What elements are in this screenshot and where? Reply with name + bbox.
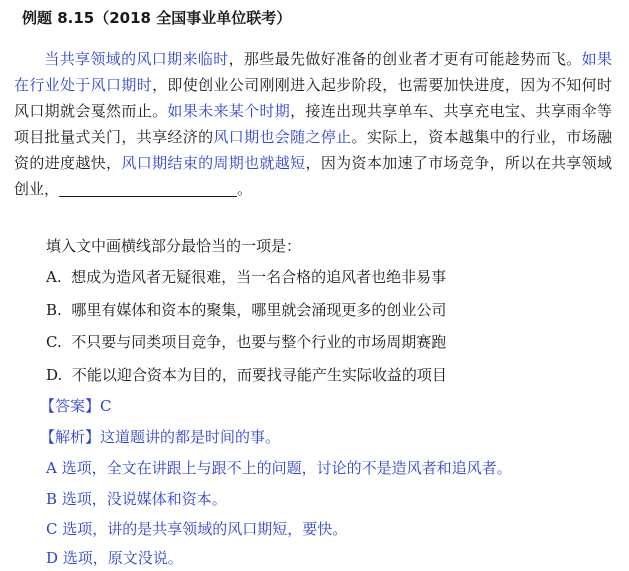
question-stem: 填入文中画横线部分最恰当的一项是： <box>46 237 302 255</box>
answer-line <box>40 394 112 418</box>
passage-text: ，接连出现共享单车、共享充电宝、共享雨伞等项目批量式关门，共享经济的 <box>14 102 612 146</box>
option-label: C. <box>46 333 62 351</box>
passage-text: 。实际上，资本越集中的行业，市场融资的进度越快， <box>14 128 612 172</box>
option-text: 不能以迎合资本为目的，而要找寻能产生实际收益的项目 <box>71 366 447 384</box>
analysis-line-a: A 选项，全文在讲跟上与跟不上的问题，讨论的不是造风者和追风者。 <box>46 459 512 477</box>
fill-in-blank <box>59 180 237 197</box>
option-text: 哪里有媒体和资本的聚集，哪里就会涌现更多的创业公司 <box>71 301 447 319</box>
option-a <box>46 265 446 289</box>
option-text: 不只要与同类项目竞争，也要与整个行业的市场周期赛跑 <box>71 333 447 351</box>
option-b <box>46 298 446 322</box>
passage-highlight: 如果未来某个时期 <box>167 102 291 120</box>
option-label: A. <box>46 268 62 286</box>
passage-highlight: 当共享领域的风口期来临时 <box>44 50 229 68</box>
passage-text: ，那些最先做好准备的创业者才更有可能趁势而飞。 <box>228 50 582 68</box>
passage-highlight: 风口期结束的周期也就越短 <box>121 154 306 172</box>
analysis-label: 【解析】 <box>40 428 101 446</box>
option-d <box>46 363 447 387</box>
question-passage <box>14 46 612 202</box>
question-title: 例题 8.15（2018 全国事业单位联考） <box>22 9 292 27</box>
analysis-line-b: B 选项，没说媒体和资本。 <box>46 490 227 508</box>
analysis-intro: 这道题讲的都是时间的事。 <box>100 428 281 446</box>
analysis-intro-line <box>40 425 280 449</box>
option-label: B. <box>46 301 62 319</box>
passage-text: ，即使创业公司刚刚进入起步阶段，也需要加快进度，因为不知何时风口期就会戛然而止。 <box>14 76 612 120</box>
option-text: 想成为造风者无疑很难，当一名合格的追风者也绝非易事 <box>71 268 447 286</box>
analysis-line-d: D 选项，原文没说。 <box>46 549 183 567</box>
answer-value: C <box>100 397 112 415</box>
analysis-line-c: C 选项，讲的是共享领域的风口期短，要快。 <box>46 520 348 538</box>
answer-label: 【答案】 <box>40 397 101 415</box>
passage-highlight: 风口期也会随之停止 <box>213 128 352 146</box>
passage-highlight: 如果在行业处于风口期时 <box>14 50 612 94</box>
passage-text: ，因为资本加速了市场竞争，所以在共享领域创业， <box>14 154 612 198</box>
option-c <box>46 330 446 354</box>
passage-text: 。 <box>237 180 253 198</box>
option-label: D. <box>46 366 63 384</box>
